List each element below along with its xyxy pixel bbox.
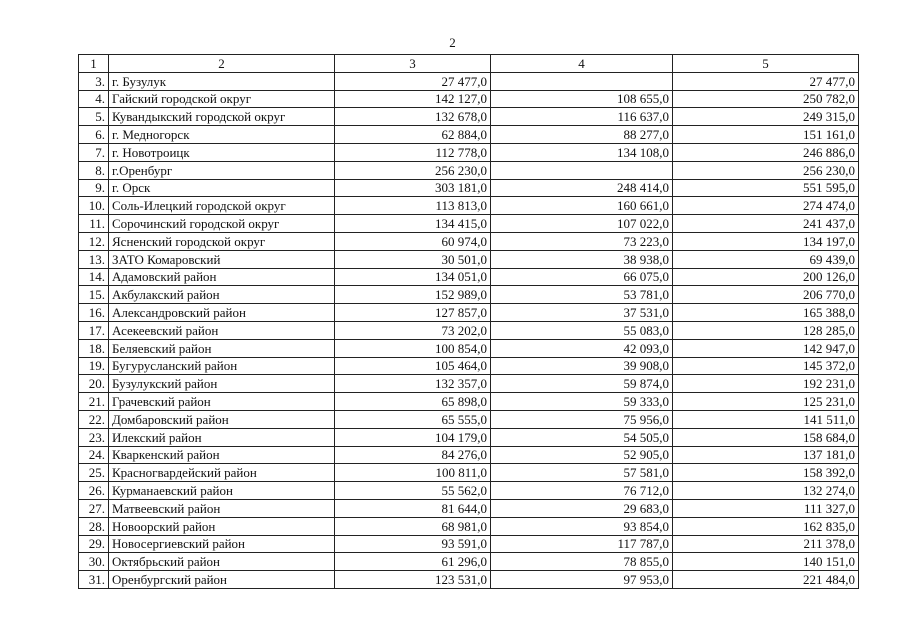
column-4-value-cell: 88 277,0 bbox=[491, 126, 673, 144]
table-row bbox=[79, 428, 859, 446]
column-4-value-cell: 116 637,0 bbox=[491, 108, 673, 126]
row-number-cell: 6. bbox=[79, 126, 109, 144]
territory-name-cell: Новосергиевский район bbox=[109, 535, 335, 553]
row-number-cell: 7. bbox=[79, 143, 109, 161]
column-5-value-cell: 200 126,0 bbox=[673, 268, 859, 286]
row-number-cell: 24. bbox=[79, 446, 109, 464]
row-number-cell: 14. bbox=[79, 268, 109, 286]
table-row bbox=[79, 375, 859, 393]
row-number-cell: 21. bbox=[79, 393, 109, 411]
column-5-value-cell: 141 511,0 bbox=[673, 410, 859, 428]
row-number-cell: 11. bbox=[79, 215, 109, 233]
territory-name-cell: г. Бузулук bbox=[109, 72, 335, 90]
column-5-value-cell: 158 392,0 bbox=[673, 464, 859, 482]
territory-name-cell: Матвеевский район bbox=[109, 499, 335, 517]
column-3-value-cell: 100 811,0 bbox=[335, 464, 491, 482]
row-number-cell: 18. bbox=[79, 339, 109, 357]
table-row bbox=[79, 482, 859, 500]
table-row bbox=[79, 357, 859, 375]
row-number-cell: 25. bbox=[79, 464, 109, 482]
territory-name-cell: Ясненский городской округ bbox=[109, 232, 335, 250]
column-4-value-cell: 29 683,0 bbox=[491, 499, 673, 517]
territory-name-cell: Новоорский район bbox=[109, 517, 335, 535]
table-row bbox=[79, 197, 859, 215]
column-4-value-cell: 248 414,0 bbox=[491, 179, 673, 197]
column-4-value-cell: 59 874,0 bbox=[491, 375, 673, 393]
column-5-value-cell: 551 595,0 bbox=[673, 179, 859, 197]
column-3-value-cell: 256 230,0 bbox=[335, 161, 491, 179]
territory-name-cell: Сорочинский городской округ bbox=[109, 215, 335, 233]
column-3-value-cell: 27 477,0 bbox=[335, 72, 491, 90]
table-row bbox=[79, 304, 859, 322]
column-5-value-cell: 250 782,0 bbox=[673, 90, 859, 108]
column-3-value-cell: 127 857,0 bbox=[335, 304, 491, 322]
column-3-value-cell: 93 591,0 bbox=[335, 535, 491, 553]
column-3-value-cell: 152 989,0 bbox=[335, 286, 491, 304]
column-5-value-cell: 162 835,0 bbox=[673, 517, 859, 535]
table-row bbox=[79, 179, 859, 197]
territory-name-cell: Соль-Илецкий городской округ bbox=[109, 197, 335, 215]
territory-name-cell: Бугурусланский район bbox=[109, 357, 335, 375]
table-body bbox=[79, 72, 859, 588]
column-4-value-cell: 55 083,0 bbox=[491, 321, 673, 339]
column-3-value-cell: 65 898,0 bbox=[335, 393, 491, 411]
table-row bbox=[79, 464, 859, 482]
table-row bbox=[79, 571, 859, 589]
column-3-value-cell: 132 678,0 bbox=[335, 108, 491, 126]
column-4-value-cell bbox=[491, 72, 673, 90]
column-5-value-cell: 145 372,0 bbox=[673, 357, 859, 375]
column-3-value-cell: 112 778,0 bbox=[335, 143, 491, 161]
row-number-cell: 8. bbox=[79, 161, 109, 179]
column-3-value-cell: 84 276,0 bbox=[335, 446, 491, 464]
table-row bbox=[79, 535, 859, 553]
territory-name-cell: Гайский городской округ bbox=[109, 90, 335, 108]
column-4-value-cell: 66 075,0 bbox=[491, 268, 673, 286]
row-number-cell: 20. bbox=[79, 375, 109, 393]
table-header-row bbox=[79, 55, 859, 73]
territory-name-cell: Курманаевский район bbox=[109, 482, 335, 500]
territory-name-cell: г. Орск bbox=[109, 179, 335, 197]
column-5-value-cell: 274 474,0 bbox=[673, 197, 859, 215]
row-number-cell: 10. bbox=[79, 197, 109, 215]
territory-name-cell: Кувандыкский городской округ bbox=[109, 108, 335, 126]
data-table bbox=[78, 54, 859, 589]
table-row bbox=[79, 268, 859, 286]
column-3-value-cell: 132 357,0 bbox=[335, 375, 491, 393]
column-5-value-cell: 125 231,0 bbox=[673, 393, 859, 411]
table-row bbox=[79, 90, 859, 108]
column-5-value-cell: 241 437,0 bbox=[673, 215, 859, 233]
column-4-value-cell: 42 093,0 bbox=[491, 339, 673, 357]
territory-name-cell: Грачевский район bbox=[109, 393, 335, 411]
column-5-value-cell: 158 684,0 bbox=[673, 428, 859, 446]
column-3-value-cell: 73 202,0 bbox=[335, 321, 491, 339]
column-4-value-cell: 37 531,0 bbox=[491, 304, 673, 322]
territory-name-cell: Домбаровский район bbox=[109, 410, 335, 428]
column-3-value-cell: 123 531,0 bbox=[335, 571, 491, 589]
column-5-value-cell: 142 947,0 bbox=[673, 339, 859, 357]
column-4-value-cell: 93 854,0 bbox=[491, 517, 673, 535]
table-row bbox=[79, 446, 859, 464]
table-row bbox=[79, 143, 859, 161]
column-3-value-cell: 134 051,0 bbox=[335, 268, 491, 286]
column-3-value-cell: 104 179,0 bbox=[335, 428, 491, 446]
column-4-value-cell: 75 956,0 bbox=[491, 410, 673, 428]
table-row bbox=[79, 126, 859, 144]
row-number-cell: 19. bbox=[79, 357, 109, 375]
row-number-cell: 12. bbox=[79, 232, 109, 250]
column-3-value-cell: 105 464,0 bbox=[335, 357, 491, 375]
territory-name-cell: г.Оренбург bbox=[109, 161, 335, 179]
row-number-cell: 29. bbox=[79, 535, 109, 553]
territory-name-cell: г. Медногорск bbox=[109, 126, 335, 144]
column-5-value-cell: 151 161,0 bbox=[673, 126, 859, 144]
table-row bbox=[79, 72, 859, 90]
column-5-value-cell: 256 230,0 bbox=[673, 161, 859, 179]
column-4-value-cell: 39 908,0 bbox=[491, 357, 673, 375]
column-4-value-cell: 108 655,0 bbox=[491, 90, 673, 108]
table-row bbox=[79, 339, 859, 357]
table-row bbox=[79, 108, 859, 126]
row-number-cell: 4. bbox=[79, 90, 109, 108]
row-number-cell: 31. bbox=[79, 571, 109, 589]
table-row bbox=[79, 393, 859, 411]
column-4-value-cell: 134 108,0 bbox=[491, 143, 673, 161]
column-3-value-cell: 303 181,0 bbox=[335, 179, 491, 197]
column-4-value-cell: 76 712,0 bbox=[491, 482, 673, 500]
column-5-value-cell: 128 285,0 bbox=[673, 321, 859, 339]
column-5-value-cell: 132 274,0 bbox=[673, 482, 859, 500]
column-5-value-cell: 206 770,0 bbox=[673, 286, 859, 304]
territory-name-cell: Асекеевский район bbox=[109, 321, 335, 339]
row-number-cell: 3. bbox=[79, 72, 109, 90]
column-5-value-cell: 111 327,0 bbox=[673, 499, 859, 517]
column-5-value-cell: 192 231,0 bbox=[673, 375, 859, 393]
column-4-value-cell: 117 787,0 bbox=[491, 535, 673, 553]
territory-name-cell: Адамовский район bbox=[109, 268, 335, 286]
table-row bbox=[79, 553, 859, 571]
column-5-value-cell: 246 886,0 bbox=[673, 143, 859, 161]
column-4-value-cell bbox=[491, 161, 673, 179]
column-5-value-cell: 134 197,0 bbox=[673, 232, 859, 250]
column-3-value-cell: 30 501,0 bbox=[335, 250, 491, 268]
column-header-3: 3 bbox=[335, 55, 491, 73]
column-3-value-cell: 100 854,0 bbox=[335, 339, 491, 357]
table-row bbox=[79, 250, 859, 268]
column-4-value-cell: 107 022,0 bbox=[491, 215, 673, 233]
table-row bbox=[79, 215, 859, 233]
column-4-value-cell: 160 661,0 bbox=[491, 197, 673, 215]
row-number-cell: 28. bbox=[79, 517, 109, 535]
column-3-value-cell: 62 884,0 bbox=[335, 126, 491, 144]
column-4-value-cell: 52 905,0 bbox=[491, 446, 673, 464]
row-number-cell: 5. bbox=[79, 108, 109, 126]
column-3-value-cell: 68 981,0 bbox=[335, 517, 491, 535]
column-4-value-cell: 59 333,0 bbox=[491, 393, 673, 411]
table-row bbox=[79, 161, 859, 179]
column-3-value-cell: 61 296,0 bbox=[335, 553, 491, 571]
row-number-cell: 22. bbox=[79, 410, 109, 428]
row-number-cell: 17. bbox=[79, 321, 109, 339]
territory-name-cell: Красногвардейский район bbox=[109, 464, 335, 482]
territory-name-cell: г. Новотроицк bbox=[109, 143, 335, 161]
table-row bbox=[79, 499, 859, 517]
column-3-value-cell: 142 127,0 bbox=[335, 90, 491, 108]
page-number: 2 bbox=[449, 35, 456, 50]
column-3-value-cell: 113 813,0 bbox=[335, 197, 491, 215]
territory-name-cell: Бузулукский район bbox=[109, 375, 335, 393]
column-3-value-cell: 60 974,0 bbox=[335, 232, 491, 250]
column-3-value-cell: 134 415,0 bbox=[335, 215, 491, 233]
column-header-2: 2 bbox=[109, 55, 335, 73]
row-number-cell: 16. bbox=[79, 304, 109, 322]
column-3-value-cell: 81 644,0 bbox=[335, 499, 491, 517]
column-5-value-cell: 137 181,0 bbox=[673, 446, 859, 464]
column-4-value-cell: 97 953,0 bbox=[491, 571, 673, 589]
table-row bbox=[79, 286, 859, 304]
territory-name-cell: Александровский район bbox=[109, 304, 335, 322]
territory-name-cell: ЗАТО Комаровский bbox=[109, 250, 335, 268]
column-4-value-cell: 73 223,0 bbox=[491, 232, 673, 250]
table-row bbox=[79, 517, 859, 535]
table-row bbox=[79, 410, 859, 428]
row-number-cell: 9. bbox=[79, 179, 109, 197]
column-5-value-cell: 211 378,0 bbox=[673, 535, 859, 553]
column-5-value-cell: 27 477,0 bbox=[673, 72, 859, 90]
row-number-cell: 27. bbox=[79, 499, 109, 517]
column-5-value-cell: 221 484,0 bbox=[673, 571, 859, 589]
column-5-value-cell: 165 388,0 bbox=[673, 304, 859, 322]
table-row bbox=[79, 321, 859, 339]
column-4-value-cell: 54 505,0 bbox=[491, 428, 673, 446]
column-4-value-cell: 53 781,0 bbox=[491, 286, 673, 304]
column-5-value-cell: 69 439,0 bbox=[673, 250, 859, 268]
column-5-value-cell: 140 151,0 bbox=[673, 553, 859, 571]
column-4-value-cell: 38 938,0 bbox=[491, 250, 673, 268]
row-number-cell: 13. bbox=[79, 250, 109, 268]
territory-name-cell: Илекский район bbox=[109, 428, 335, 446]
row-number-cell: 26. bbox=[79, 482, 109, 500]
column-4-value-cell: 78 855,0 bbox=[491, 553, 673, 571]
column-header-5: 5 bbox=[673, 55, 859, 73]
column-header-4: 4 bbox=[491, 55, 673, 73]
row-number-cell: 23. bbox=[79, 428, 109, 446]
row-number-cell: 15. bbox=[79, 286, 109, 304]
territory-name-cell: Акбулакский район bbox=[109, 286, 335, 304]
table-row bbox=[79, 232, 859, 250]
territory-name-cell: Оренбургский район bbox=[109, 571, 335, 589]
row-number-cell: 30. bbox=[79, 553, 109, 571]
territory-name-cell: Кваркенский район bbox=[109, 446, 335, 464]
column-5-value-cell: 249 315,0 bbox=[673, 108, 859, 126]
column-3-value-cell: 65 555,0 bbox=[335, 410, 491, 428]
territory-name-cell: Беляевский район bbox=[109, 339, 335, 357]
column-header-1: 1 bbox=[79, 55, 109, 73]
column-3-value-cell: 55 562,0 bbox=[335, 482, 491, 500]
column-4-value-cell: 57 581,0 bbox=[491, 464, 673, 482]
territory-name-cell: Октябрьский район bbox=[109, 553, 335, 571]
